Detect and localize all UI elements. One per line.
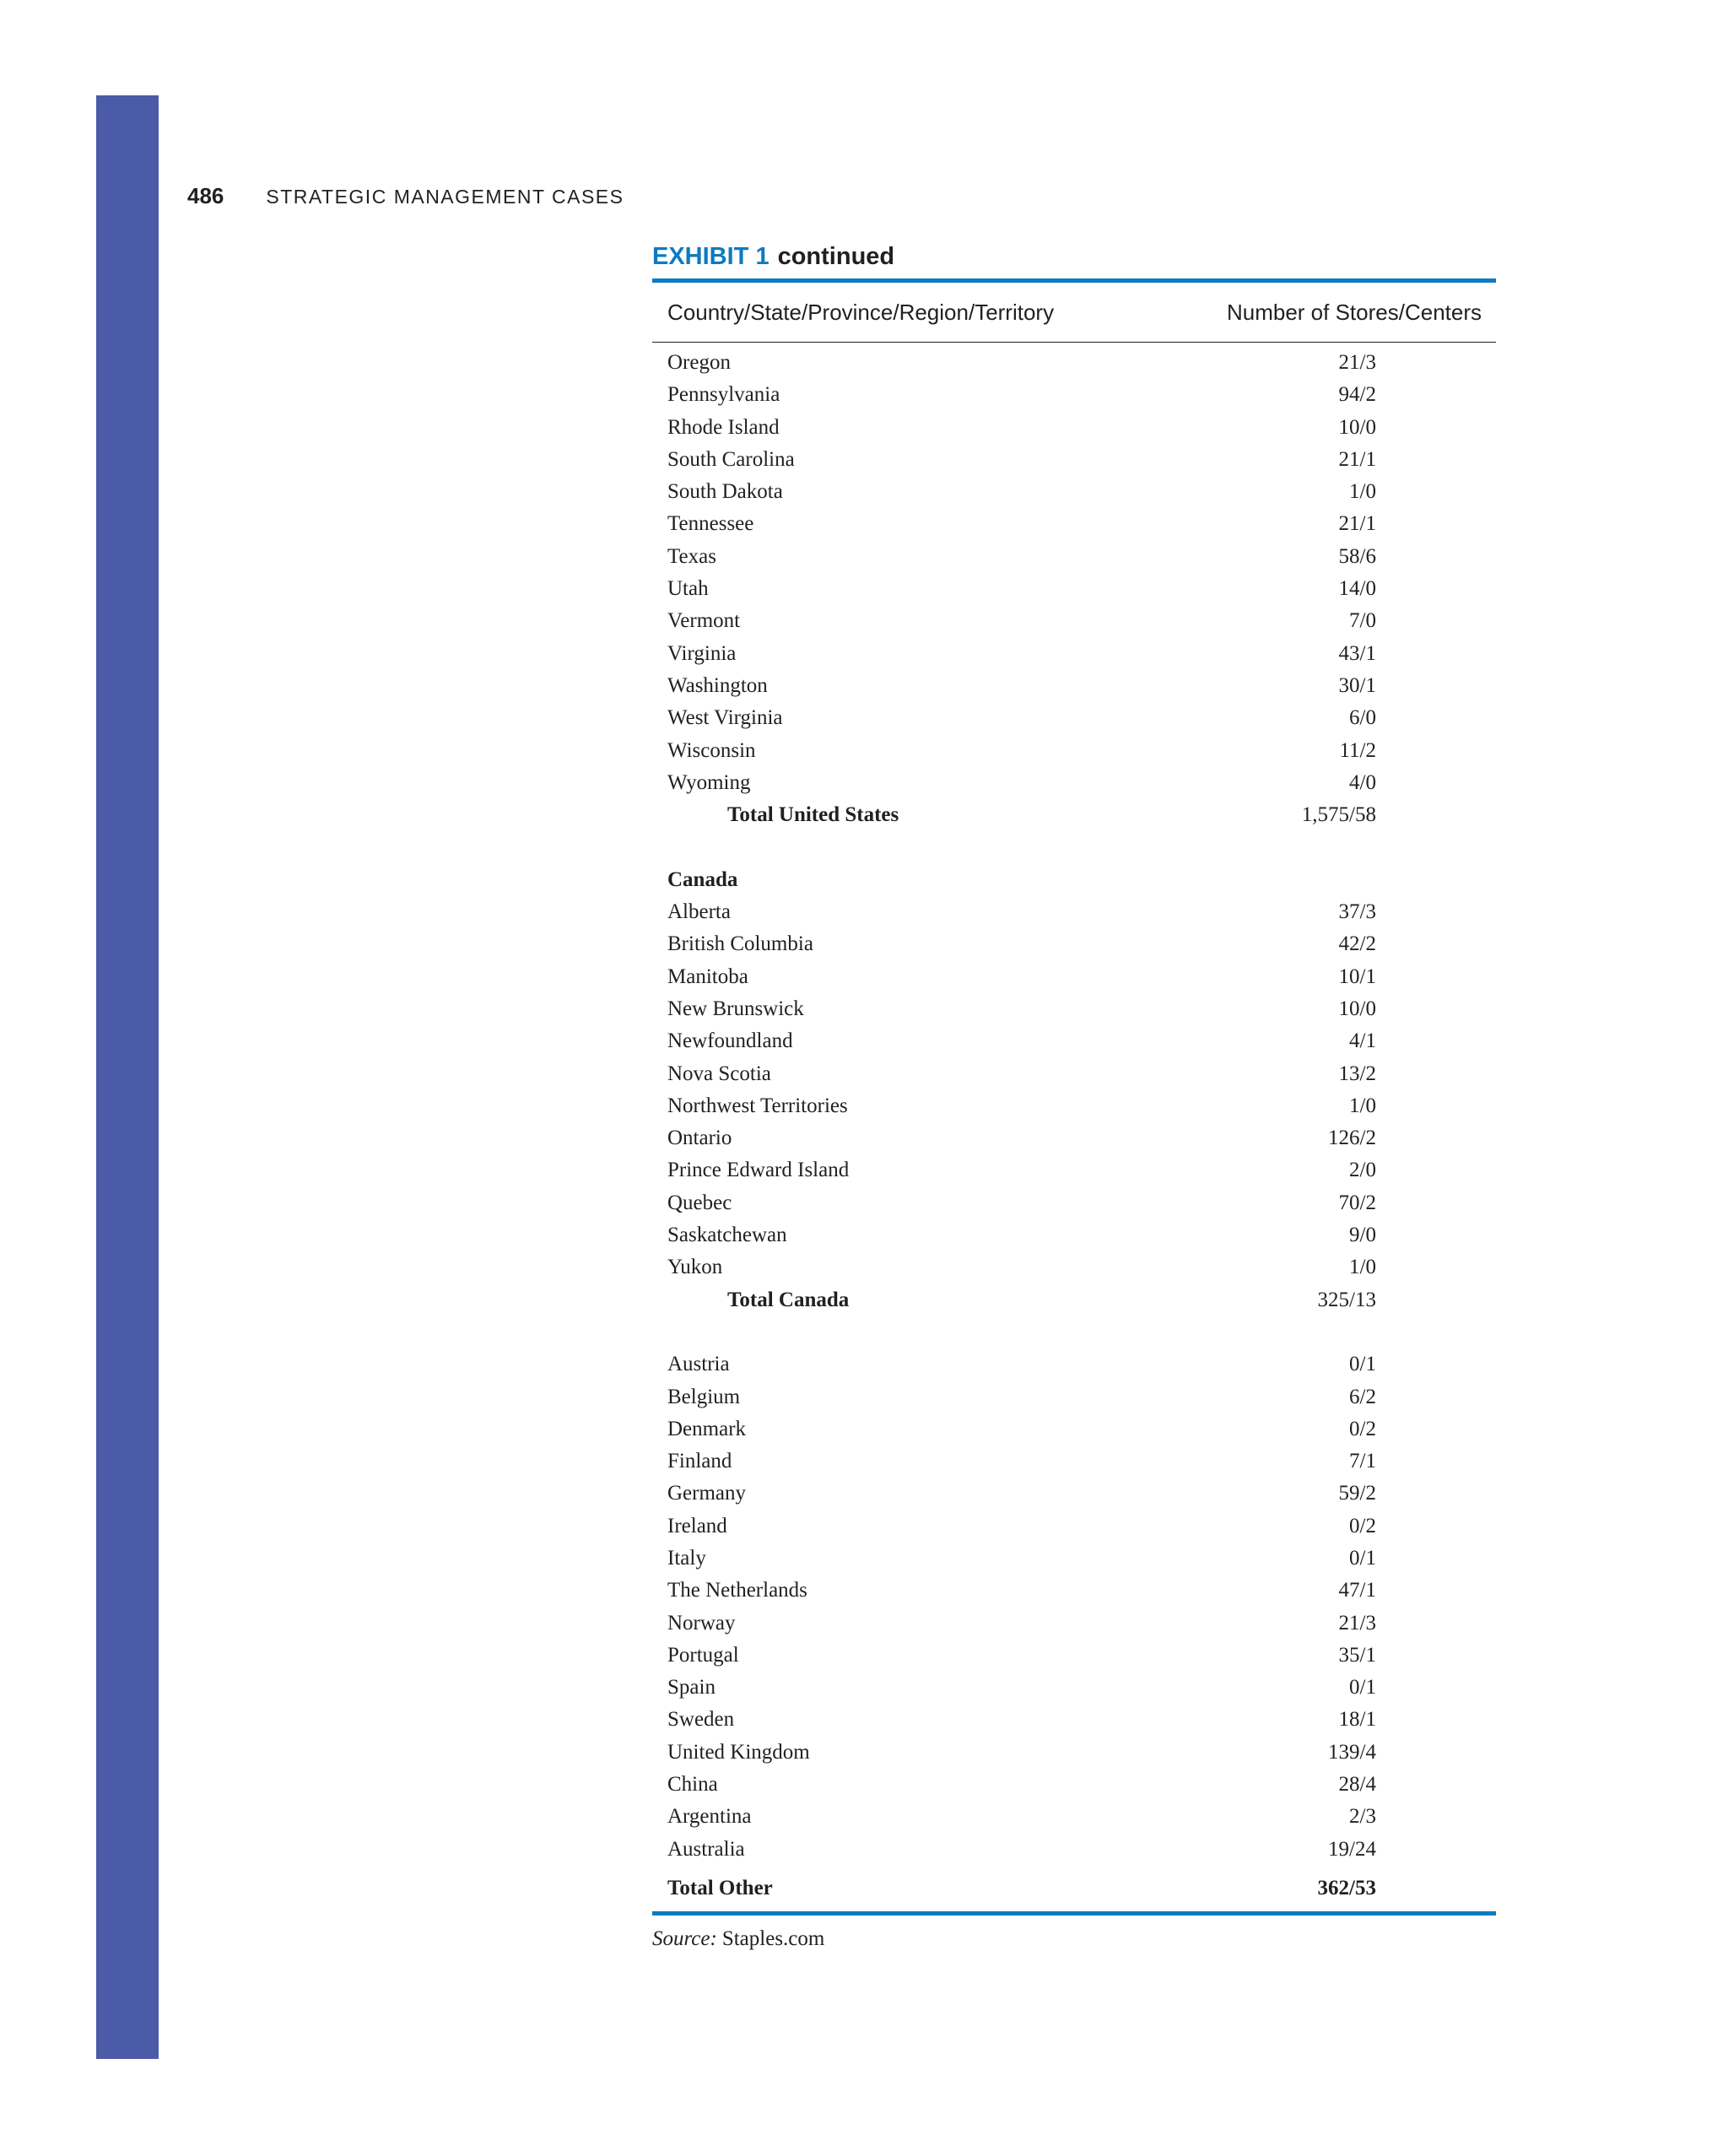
row-value: 6/0 [1349,706,1376,730]
row-name: Spain [667,1676,716,1699]
table-row [652,1058,1496,1090]
row-value: 0/1 [1349,1676,1376,1699]
table-row [652,1478,1496,1510]
row-value: 59/2 [1338,1482,1376,1505]
table-row [652,1251,1496,1283]
table-row [652,1413,1496,1445]
row-name: Pennsylvania [667,383,780,407]
source-note [652,1927,1496,1951]
row-value: 9/0 [1349,1224,1376,1247]
table-body [652,343,1496,1905]
table-row [652,476,1496,508]
exhibit-label: EXHIBIT 1 [652,243,770,270]
row-value: 43/1 [1338,641,1376,665]
table-row [652,1090,1496,1122]
row-value: 47/1 [1338,1579,1376,1602]
exhibit-suffix: continued [777,243,895,270]
row-value: 14/0 [1338,577,1376,601]
row-name: Italy [667,1546,706,1570]
row-value: 58/6 [1338,544,1376,568]
row-name: Portugal [667,1643,739,1667]
row-name: British Columbia [667,932,813,956]
row-value: 1,575/58 [1301,803,1376,827]
row-value: 0/1 [1349,1546,1376,1570]
row-name: Texas [667,544,716,568]
table-row [652,1154,1496,1186]
table-row [652,1704,1496,1736]
exhibit-title [652,239,1496,275]
row-name: Quebec [667,1191,732,1214]
table-row [652,1575,1496,1607]
row-value: 94/2 [1338,383,1376,407]
table-row [652,1834,1496,1866]
table-row [652,1801,1496,1833]
row-name: Total United States [727,803,899,827]
row-name: Denmark [667,1417,747,1440]
column-header-stores: Number of Stores/Centers [1226,300,1482,325]
table-row [652,1608,1496,1640]
row-name: Newfoundland [667,1029,793,1053]
table-row [652,1187,1496,1219]
table-row [652,1737,1496,1769]
row-value: 13/2 [1338,1062,1376,1085]
row-value: 2/3 [1349,1805,1376,1829]
table-row [652,347,1496,379]
table-row [652,1122,1496,1154]
row-name: Wisconsin [667,738,756,762]
row-name: New Brunswick [667,997,804,1020]
row-value: 126/2 [1328,1127,1376,1150]
table-row [652,638,1496,670]
row-value: 139/4 [1328,1740,1376,1764]
row-name: Ireland [667,1514,727,1537]
row-value: 30/1 [1338,673,1376,697]
row-value: 7/0 [1349,609,1376,633]
row-name: Rhode Island [667,415,780,439]
row-value: 21/1 [1338,447,1376,471]
column-header-region: Country/State/Province/Region/Territory [667,300,1055,325]
row-value: 42/2 [1338,932,1376,956]
row-value: 6/2 [1349,1385,1376,1408]
table-row [652,605,1496,637]
row-name: Alberta [667,900,731,924]
bottom-rule [652,1911,1496,1916]
row-name: Belgium [667,1385,741,1408]
table-row [652,896,1496,928]
table-row [652,702,1496,734]
exhibit-table [652,239,1496,1951]
row-value: 10/0 [1338,997,1376,1020]
row-name: Total Canada [727,1288,850,1311]
row-name: Yukon [667,1256,723,1279]
row-value: 10/1 [1338,965,1376,988]
source-label: Source: [652,1927,717,1951]
row-value: 28/4 [1338,1773,1376,1797]
row-name: Finland [667,1450,732,1473]
row-value: 0/2 [1349,1417,1376,1440]
row-value: 4/0 [1349,770,1376,794]
row-name: Saskatchewan [667,1224,787,1247]
row-name: Austria [667,1353,730,1376]
page-number: 486 [187,183,224,208]
row-name: Nova Scotia [667,1062,771,1085]
table-row [652,1025,1496,1057]
row-name: Canada [667,867,738,891]
row-value: 21/3 [1338,1611,1376,1635]
table-row [652,1381,1496,1413]
table-row [652,993,1496,1025]
running-head [187,183,624,209]
row-value: 2/0 [1349,1159,1376,1182]
row-value: 21/3 [1338,351,1376,374]
row-value: 21/1 [1338,512,1376,536]
row-name: South Dakota [667,480,783,504]
row-name: Sweden [667,1708,735,1732]
row-name: Utah [667,577,709,601]
total-row [652,1284,1496,1316]
row-name: China [667,1773,718,1797]
spacer-row [652,831,1496,863]
table-row [652,735,1496,767]
row-name: Vermont [667,609,741,633]
table-row [652,541,1496,573]
row-value: 362/53 [1317,1876,1376,1899]
row-value: 1/0 [1349,1256,1376,1279]
row-value: 0/2 [1349,1514,1376,1537]
row-value: 35/1 [1338,1643,1376,1667]
section-header-row [652,864,1496,896]
table-row [652,961,1496,993]
table-row [652,670,1496,702]
row-name: Germany [667,1482,747,1505]
table-row [652,1672,1496,1704]
row-name: Manitoba [667,965,748,988]
row-value: 37/3 [1338,900,1376,924]
table-row [652,1348,1496,1381]
row-value: 11/2 [1339,738,1376,762]
row-value: 18/1 [1338,1708,1376,1732]
table-row [652,1445,1496,1478]
table-row [652,444,1496,476]
table-row [652,1769,1496,1801]
table-row [652,1543,1496,1575]
row-name: West Virginia [667,706,783,730]
row-value: 7/1 [1349,1450,1376,1473]
running-head-title: STRATEGIC MANAGEMENT CASES [266,186,624,208]
row-name: South Carolina [667,447,795,471]
total-row [652,799,1496,831]
table-row [652,1510,1496,1543]
row-name: Norway [667,1611,736,1635]
row-value: 19/24 [1328,1837,1376,1861]
table-row [652,1219,1496,1251]
row-name: Argentina [667,1805,752,1829]
column-header-row [652,283,1496,343]
table-row [652,767,1496,799]
row-name: Washington [667,673,768,697]
row-name: Virginia [667,641,737,665]
table-row [652,573,1496,605]
row-name: Oregon [667,351,731,374]
row-name: The Netherlands [667,1579,807,1602]
row-name: United Kingdom [667,1740,810,1764]
row-name: Total Other [667,1876,773,1899]
row-name: Prince Edward Island [667,1159,850,1182]
page-edge-color-bar [96,95,159,2059]
row-name: Ontario [667,1127,732,1150]
table-row [652,508,1496,540]
row-value: 1/0 [1349,1094,1376,1117]
row-value: 4/1 [1349,1029,1376,1053]
row-name: Australia [667,1837,745,1861]
row-value: 0/1 [1349,1353,1376,1376]
source-text: Staples.com [721,1927,825,1951]
table-row [652,928,1496,960]
total-row [652,1872,1496,1905]
table-row [652,412,1496,444]
row-value: 325/13 [1317,1288,1376,1311]
spacer-row [652,1316,1496,1348]
row-name: Northwest Territories [667,1094,848,1117]
row-value: 10/0 [1338,415,1376,439]
row-value: 70/2 [1338,1191,1376,1214]
table-row [652,379,1496,411]
table-row [652,1640,1496,1672]
row-name: Wyoming [667,770,751,794]
row-value: 1/0 [1349,480,1376,504]
row-name: Tennessee [667,512,754,536]
